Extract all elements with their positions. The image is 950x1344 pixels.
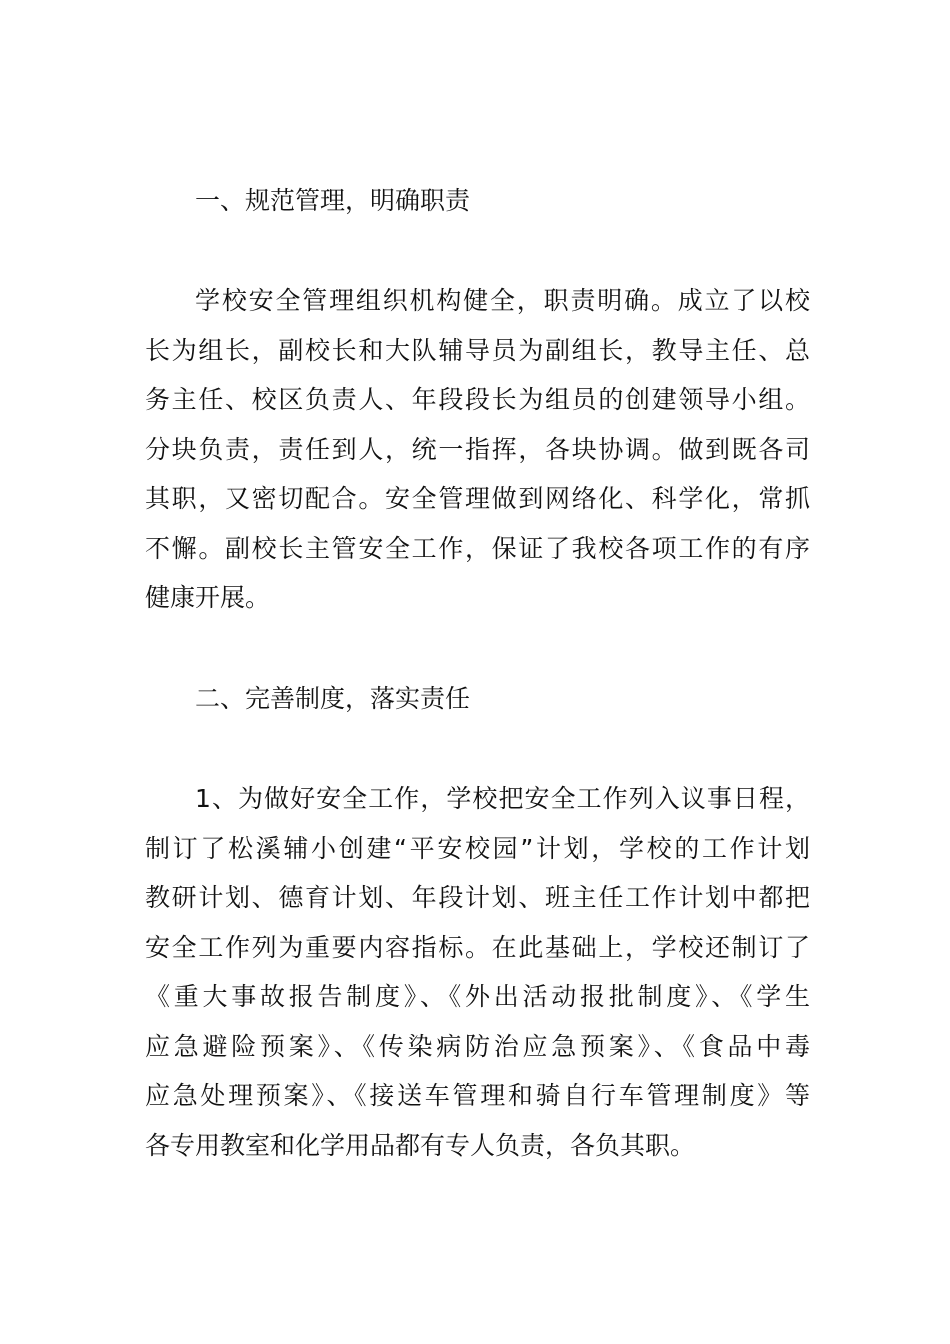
- paragraph-line: 《重大事故报告制度》、《外出活动报批制度》、《学生: [145, 982, 810, 1011]
- paragraph-line: 制订了松溪辅小创建“平安校园”计划，学校的工作计划: [145, 833, 810, 863]
- paragraph-line: 各专用教室和化学用品都有专人负责，各负其职。: [145, 1130, 696, 1160]
- paragraph-line: 应急避险预案》、《传染病防治应急预案》、《食品中毒: [145, 1031, 810, 1061]
- paragraph-line: 教研计划、德育计划、年段计划、班主任工作计划中都把: [145, 883, 810, 912]
- paragraph-line: 不懈。副校长主管安全工作，保证了我校各项工作的有序: [145, 533, 810, 563]
- paragraph-line: 其职，又密切配合。安全管理做到网络化、科学化，常抓: [145, 484, 810, 513]
- section-paragraph-2: [145, 774, 810, 1170]
- paragraph-line: 学校安全管理组织机构健全，职责明确。成立了以校: [195, 286, 810, 315]
- section-heading-1: 一、规范管理，明确职责: [195, 186, 471, 215]
- paragraph-line: 安全工作列为重要内容指标。在此基础上，学校还制订了: [145, 932, 810, 962]
- paragraph-line: 应急处理预案》、《接送车管理和骑自行车管理制度》等: [145, 1081, 810, 1110]
- section-heading-2: 二、完善制度，落实责任: [195, 684, 471, 713]
- paragraph-line: 长为组长，副校长和大队辅导员为副组长，教导主任、总: [145, 335, 810, 365]
- paragraph-line: 健康开展。: [145, 583, 271, 612]
- paragraph-line: 务主任、校区负责人、年段段长为组员的创建领导小组。: [145, 385, 810, 414]
- paragraph-line: 1、为做好安全工作，学校把安全工作列入议事日程，: [195, 784, 810, 813]
- section-paragraph-1: [145, 276, 810, 623]
- paragraph-line: 分块负责，责任到人，统一指挥，各块协调。做到既各司: [145, 434, 810, 464]
